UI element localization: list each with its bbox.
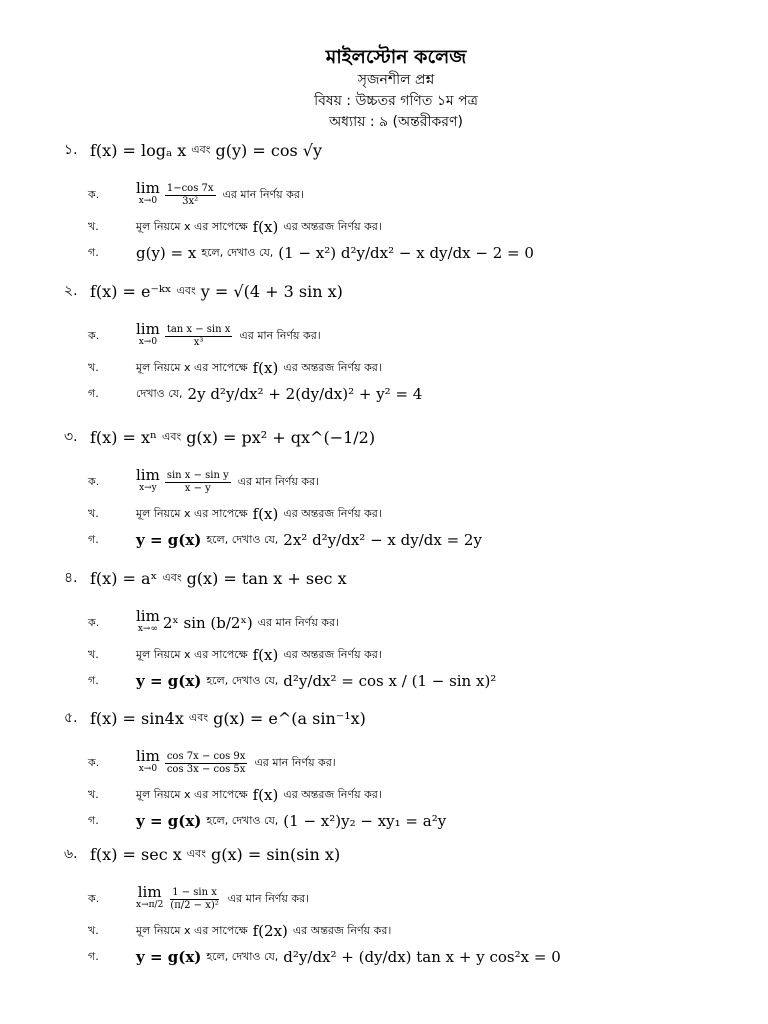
if-show-text: হলে, দেখাও যে,: [206, 673, 279, 687]
find-value-text: এর মান নির্ণয় কর।: [222, 187, 304, 201]
limit-subscript: x→0: [138, 764, 158, 774]
function-name: f(2x): [252, 922, 288, 940]
first-principle-text: মূল নিয়মে x এর সাপেক্ষে: [136, 506, 248, 520]
equation: d²y/dx² = cos x / (1 − sin x)²: [283, 672, 497, 690]
find-value-text: এর মান নির্ণয় কর।: [257, 615, 339, 629]
part-ga: [64, 527, 482, 553]
first-principle-text: মূল নিয়মে x এর সাপেক্ষে: [136, 787, 248, 801]
limit-denominator: (π/2 − x)²: [170, 899, 219, 911]
function-name: f(x): [252, 505, 279, 523]
question-1: [64, 136, 534, 266]
limit-denominator: x³: [193, 336, 204, 348]
part-label: গ.: [88, 532, 99, 546]
and-word: এবং: [186, 846, 206, 860]
given-condition: y = g(x): [136, 672, 202, 690]
limit-subscript: x→0: [138, 196, 158, 206]
equation: (1 − x²) d²y/dx² − x dy/dx − 2 = 0: [278, 244, 534, 262]
part-kha: [64, 642, 496, 668]
part-kha: [64, 501, 482, 527]
limit-numerator: 1 − sin x: [172, 886, 217, 898]
question-f: f(x) = e⁻ᵏˣ: [90, 281, 172, 301]
part-label: গ.: [88, 949, 99, 963]
question-f: f(x) = aˣ: [90, 568, 158, 588]
question-f: f(x) = sec x: [90, 844, 182, 864]
part-label: ক.: [88, 187, 100, 201]
part-label: খ.: [88, 787, 99, 801]
college-title: মাইলস্টোন কলেজ: [325, 46, 467, 68]
part-kha: [64, 355, 422, 381]
question-f: f(x) = sin4x: [90, 708, 184, 728]
function-name: f(x): [252, 359, 279, 377]
find-derivative-text: এর অন্তরজ নির্ণয় কর।: [283, 506, 382, 520]
given-condition: y = g(x): [136, 948, 202, 966]
question-number: ৫.: [64, 710, 78, 726]
given-condition: g(y) = x: [136, 244, 197, 262]
if-show-text: হলে, দেখাও যে,: [201, 245, 274, 259]
question-g: g(x) = tan x + sec x: [186, 568, 347, 588]
find-value-text: এর মান নির্ণয় কর।: [237, 474, 320, 488]
question-f: f(x) = logₐ x: [90, 140, 187, 160]
equation: 2y d²y/dx² + 2(dy/dx)² + y² = 4: [187, 385, 423, 403]
question-5: [64, 704, 446, 834]
function-name: f(x): [252, 786, 279, 804]
question-g: g(x) = sin(sin x): [211, 844, 341, 864]
part-label: গ.: [88, 813, 99, 827]
question-number: ১.: [64, 142, 78, 158]
question-g: g(x) = px² + qx^(−1/2): [186, 427, 376, 447]
question-2: [64, 277, 422, 407]
limit-numerator: sin x − sin y: [166, 469, 229, 481]
limit-subscript: x→π/2: [136, 900, 164, 910]
part-ka: ক. lim x→0 $\frac{\cos 7x - \cos 9x}{\cos 3x - \cos 5x}$ এর মান নির্ণয় কর।: [64, 744, 446, 782]
limit-subscript: x→y: [139, 483, 157, 493]
part-label: গ.: [88, 673, 99, 687]
part-label: ক.: [88, 615, 100, 629]
function-name: f(x): [252, 218, 279, 236]
function-name: f(x): [252, 646, 279, 664]
question-number: ৬.: [64, 846, 78, 862]
question-3: [64, 423, 482, 553]
equation: 2x² d²y/dx² − x dy/dx = 2y: [283, 531, 482, 549]
part-label: খ.: [88, 923, 99, 937]
part-ga: [64, 808, 446, 834]
part-label: খ.: [88, 360, 99, 374]
find-derivative-text: এর অন্তরজ নির্ণয় কর।: [283, 219, 382, 233]
first-principle-text: মূল নিয়মে x এর সাপেক্ষে: [136, 219, 248, 233]
equation: (1 − x²)y₂ − xy₁ = a²y: [283, 812, 447, 830]
and-word: এবং: [191, 142, 211, 156]
find-value-text: এর মান নির্ণয় কর।: [254, 755, 336, 769]
part-label: গ.: [88, 245, 99, 259]
limit-expression: 2ˣ sin (b/2ˣ): [162, 614, 253, 632]
question-6: [64, 840, 561, 970]
part-label: ক.: [88, 474, 100, 488]
and-word: এবং: [188, 710, 209, 724]
limit-numerator: tan x − sin x: [166, 323, 231, 335]
part-label: খ.: [88, 506, 99, 520]
part-ka: ক. lim x→y $\frac{\text{sin x − sin y}}{x - y}$ এর মান নির্ণয় কর।: [64, 463, 482, 501]
if-show-text: হলে, দেখাও যে,: [206, 813, 279, 827]
find-derivative-text: এর অন্তরজ নির্ণয় কর।: [292, 923, 392, 937]
first-principle-text: মূল নিয়মে x এর সাপেক্ষে: [136, 360, 248, 374]
if-show-text: হলে, দেখাও যে,: [206, 949, 279, 963]
part-label: গ.: [88, 386, 99, 400]
part-kha: [64, 918, 561, 944]
find-derivative-text: এর অন্তরজ নির্ণয় কর।: [283, 360, 382, 374]
limit-subscript: x→∞: [137, 624, 158, 634]
limit-denominator: x − y: [184, 482, 211, 494]
given-condition: y = g(x): [136, 531, 202, 549]
part-label: ক.: [88, 755, 100, 769]
part-label: খ.: [88, 647, 99, 661]
limit-numerator: 1−cos 7x: [166, 182, 214, 194]
document-header: [24, 44, 768, 133]
part-kha: [64, 214, 534, 240]
equation: d²y/dx² + (dy/dx) tan x + y cos²x = 0: [283, 948, 561, 966]
question-g: g(x) = e^(a sin⁻¹x): [213, 708, 366, 728]
given-condition: y = g(x): [136, 812, 202, 830]
limit-numerator: cos 7x − cos 9x: [166, 750, 246, 762]
part-ga: [64, 944, 561, 970]
show-that-text: দেখাও যে,: [136, 386, 183, 400]
limit-denominator: 3x²: [182, 195, 199, 207]
part-label: খ.: [88, 219, 99, 233]
find-derivative-text: এর অন্তরজ নির্ণয় কর।: [283, 647, 382, 661]
first-principle-text: মূল নিয়মে x এর সাপেক্ষে: [136, 923, 248, 937]
chapter-line: অধ্যায় : ৯ (অন্তরীকরণ): [329, 114, 463, 130]
part-kha: [64, 782, 446, 808]
if-show-text: হলে, দেখাও যে,: [206, 532, 279, 546]
part-ga: [64, 381, 422, 407]
question-4: [64, 564, 496, 694]
subject-line: বিষয় : উচ্চতর গণিত ১ম পত্র: [314, 93, 478, 109]
part-ka: ক. lim x→∞ 2ˣ sin (b/2ˣ) এর মান নির্ণয় কর।: [64, 604, 496, 642]
question-g: y = √(4 + 3 sin x): [200, 281, 343, 301]
question-f: f(x) = xⁿ: [90, 427, 157, 447]
limit-subscript: x→0: [138, 337, 158, 347]
question-number: ৩.: [64, 429, 78, 445]
and-word: এবং: [161, 429, 182, 443]
first-principle-text: মূল নিয়মে x এর সাপেক্ষে: [136, 647, 248, 661]
find-derivative-text: এর অন্তরজ নির্ণয় কর।: [283, 787, 382, 801]
part-label: ক.: [88, 328, 100, 342]
part-ga: [64, 668, 496, 694]
find-value-text: এর মান নির্ণয় কর।: [239, 328, 321, 342]
part-ka: ক. lim x→0 $\frac{\text{tan x − sin x}}{\text{x³}}$ এর মান নির্ণয় কর।: [64, 317, 422, 355]
part-ka: ক. lim x→0 $\frac{1-\cos 7x}{\text{3x²}}$ এর মান নির্ণয় কর।: [64, 176, 534, 214]
and-word: এবং: [162, 570, 182, 584]
limit-denominator: cos 3x − cos 5x: [166, 763, 246, 775]
part-ga: [64, 240, 534, 266]
find-value-text: এর মান নির্ণয় কর।: [227, 891, 310, 905]
and-word: এবং: [176, 283, 196, 297]
part-ka: ক. lim x→π/2 $\frac{\text{1 − sin x}}{\text{(π/2 − x)²}}$ এর মান নির্ণয় কর।: [64, 880, 561, 918]
question-number: ২.: [64, 283, 78, 299]
question-number: ৪.: [64, 570, 78, 586]
question-g: g(y) = cos √y: [215, 140, 322, 160]
paper-type: সৃজনশীল প্রশ্ন: [357, 72, 435, 88]
part-label: ক.: [88, 891, 100, 905]
